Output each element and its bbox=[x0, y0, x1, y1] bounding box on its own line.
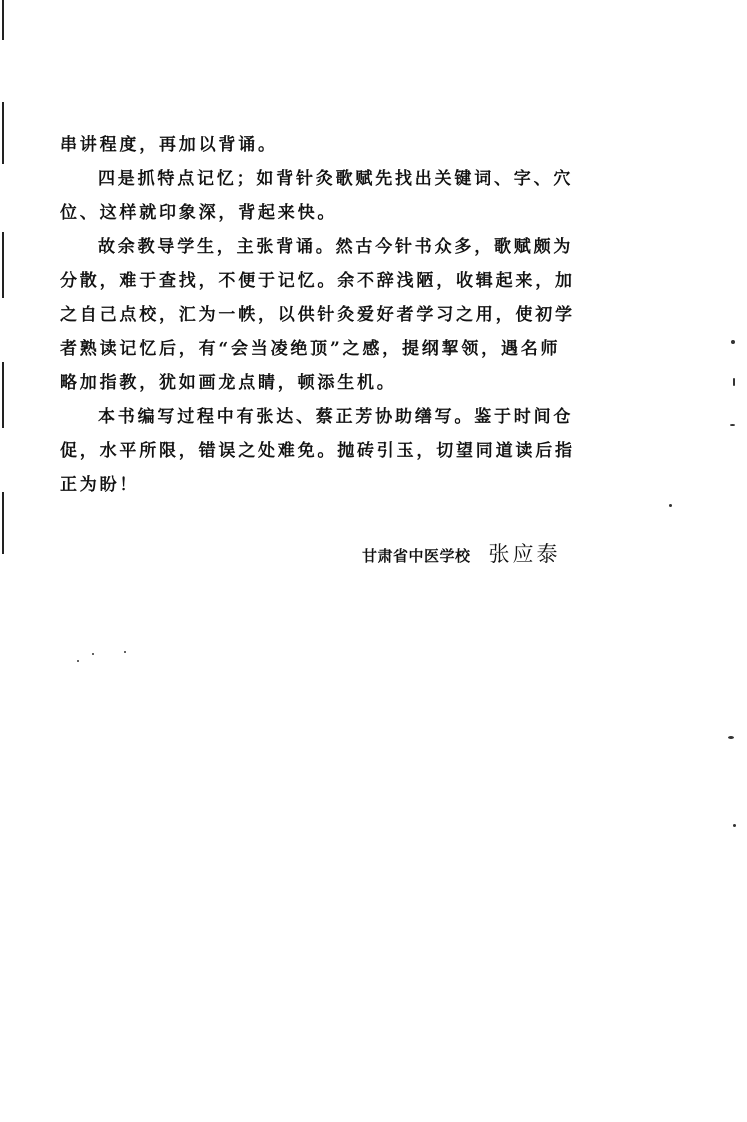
scan-speck bbox=[733, 824, 736, 827]
text-line: 者熟读记忆后，有“会当凌绝顶”之感，提纲挈领，遇名师 bbox=[60, 339, 561, 359]
scan-speck bbox=[124, 651, 126, 653]
scan-speck bbox=[733, 378, 735, 386]
scan-speck bbox=[728, 736, 734, 739]
scan-speck bbox=[731, 340, 735, 344]
text-line: 略加指教，犹如画龙点睛，顿添生机。 bbox=[60, 373, 397, 393]
signature-author: 张应泰 bbox=[488, 542, 561, 566]
text-line: 促，水平所限，错误之处难免。抛砖引玉，切望同道读后指 bbox=[60, 441, 575, 461]
scan-speck bbox=[669, 504, 672, 507]
body-text bbox=[60, 128, 642, 502]
text-line: 本书编写过程中有张达、蔡正芳协助缮写。鉴于时间仓 bbox=[98, 407, 574, 427]
signature bbox=[362, 538, 561, 568]
text-line: 故余教导学生，主张背诵。然古今针书众多，歌赋颇为 bbox=[98, 237, 574, 257]
binding-edge-mark bbox=[2, 232, 4, 298]
signature-organization: 甘肃省中医学校 bbox=[362, 547, 471, 565]
scan-speck bbox=[730, 424, 735, 426]
binding-edge-mark bbox=[2, 0, 4, 40]
text-line: 四是抓特点记忆；如背针灸歌赋先找出关键词、字、穴 bbox=[98, 169, 574, 189]
text-line: 之自己点校，汇为一帙，以供针灸爱好者学习之用，使初学 bbox=[60, 305, 575, 325]
text-line: 分散，难于查找，不便于记忆。余不辞浅陋，收辑起来，加 bbox=[60, 271, 575, 291]
scan-speck bbox=[77, 660, 79, 662]
text-line: 正为盼！ bbox=[60, 475, 140, 495]
binding-edge-mark bbox=[2, 492, 4, 554]
binding-edge-mark bbox=[2, 362, 4, 428]
text-line: 串讲程度，再加以背诵。 bbox=[60, 135, 278, 155]
scan-speck bbox=[92, 653, 94, 655]
binding-edge-mark bbox=[2, 102, 4, 164]
text-line: 位、这样就印象深，背起来快。 bbox=[60, 203, 338, 223]
